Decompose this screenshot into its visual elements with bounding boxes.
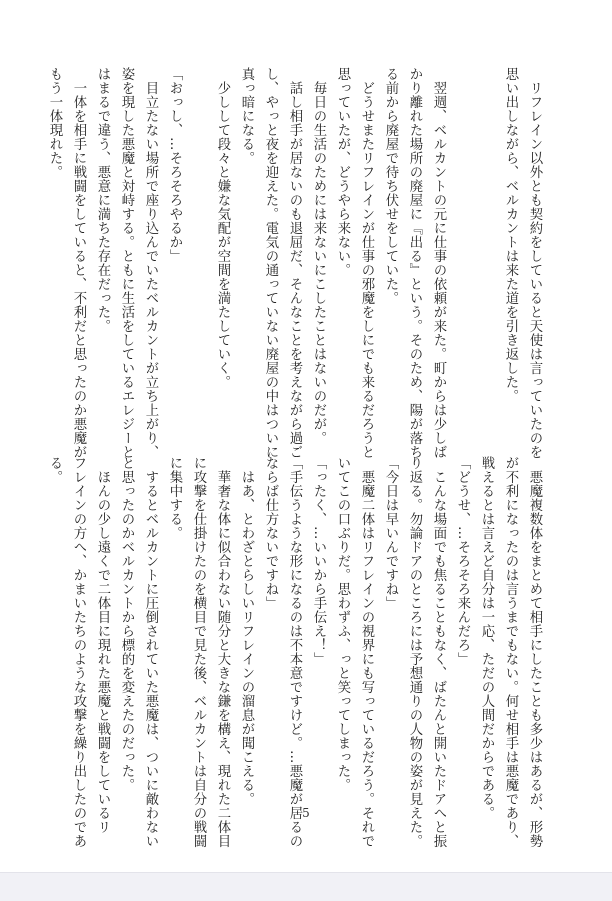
text-block-upper [47,67,546,459]
text-block-lower [47,456,546,848]
text-line: どうせまたリフレインが仕事の邪魔をしにでも来るだろうと [359,67,374,459]
text-line: 思い出しながら、ベルカントは来た道を引き返した。 [503,67,518,403]
text-line: リフレイン以外とも契約をしていると天使は言っていたのを [527,67,542,459]
text-line: が不利になったのは言うまでもない。何せ相手は悪魔であり、 [503,456,518,848]
text-line: 目立たない場所で座り込んでいたベルカントが立ち上がり、 [143,67,158,459]
text-line: いてこの口ぶりだ。思わずふ、っと笑ってしまった。 [335,456,350,792]
text-line: 少しして段々と嫌な気配が空間を満たしていく。 [215,67,230,389]
text-line [450,67,474,373]
text-line: フレインの方へ、かまいたちのような攻撃を繰り出したのであ [71,456,86,848]
text-line: ならば仕方ないですね」 [263,456,278,610]
text-line: するとベルカントに圧倒されていた悪魔は、ついに敵わない [143,456,158,848]
text-line: 「今日は早いんですね」 [383,456,398,610]
text-line: 戦えるとは言えど自分は一応、ただの人間だからである。 [479,456,494,820]
text-line: に集中する。 [167,456,182,540]
text-line: ほんの少し遠くで二体目に現れた悪魔と戦闘をしているリ [95,456,110,834]
text-line: し、やっと夜を迎えた。電気の通っていない廃屋の中はついに [263,67,278,459]
text-line: 「手伝うような形になるのは不本意ですけど。…悪魔が居るの [287,456,302,848]
text-line: 思っていたが、どうやら来ない。 [335,67,350,277]
text-line: 「ったく、…いいから手伝え！」 [311,456,326,666]
text-line: る。 [47,456,62,484]
text-line: 毎日の生活のためには来ないにこしたことはないのだが。 [311,67,326,445]
text-line: 悪魔二体はリフレインの視界にも写っているだろう。それで [359,456,374,848]
text-line: もう一体現れた。 [47,67,62,179]
text-line [474,67,498,373]
text-line: 「どうせ、…そろそろ来んだろ」 [455,456,470,666]
text-line: る前から廃屋で待ち伏せをしていた。 [383,67,398,305]
text-line: かり離れた場所の廃屋に『出る』という。そのため、陽が落ち [407,67,422,459]
text-line: 話し相手が居ないのも退屈だ、そんなことを考えながら過ご [287,67,302,459]
text-line: に攻撃を仕掛けたのを横目で見た後、ベルカントは自分の戦闘 [191,456,206,848]
text-line: 翌週、ベルカントの元に仕事の依頼が来た。町からは少しば [431,67,446,459]
text-line: 悪魔複数体をまとめて相手にしたことも多少はあるが、形勢 [527,456,542,848]
text-line: 真っ暗になる。 [239,67,254,165]
text-line: 姿を現した悪魔と対峙する。ともに生活をしているエレジーと [119,67,134,459]
text-line: はまるで違う、悪意に満ちた存在だった。 [95,67,110,333]
text-line [186,67,210,373]
text-line: と思ったのかベルカントから標的を変えたのだった。 [119,456,134,792]
text-line: 一体を相手に戦闘をしていると、不利だと思ったのか悪魔が [71,67,86,459]
page-number: 5 [302,806,310,820]
text-line: 華奢な体に似合わない随分と大きな鎌を構え、現れた二体目 [215,456,230,848]
text-line: 「おっし、…そろそろやるか」 [167,67,182,263]
text-line: り返る。勿論ドアのところには予想通りの人物の姿が見えた。 [407,456,422,848]
text-line: こんな場面でも焦ることもなく、ばたんと開いたドアへと振 [431,456,446,848]
viewer-bottom-bar [0,872,612,901]
text-line: はあ、とわざとらしいリフレインの溜息が聞こえる。 [239,456,254,806]
